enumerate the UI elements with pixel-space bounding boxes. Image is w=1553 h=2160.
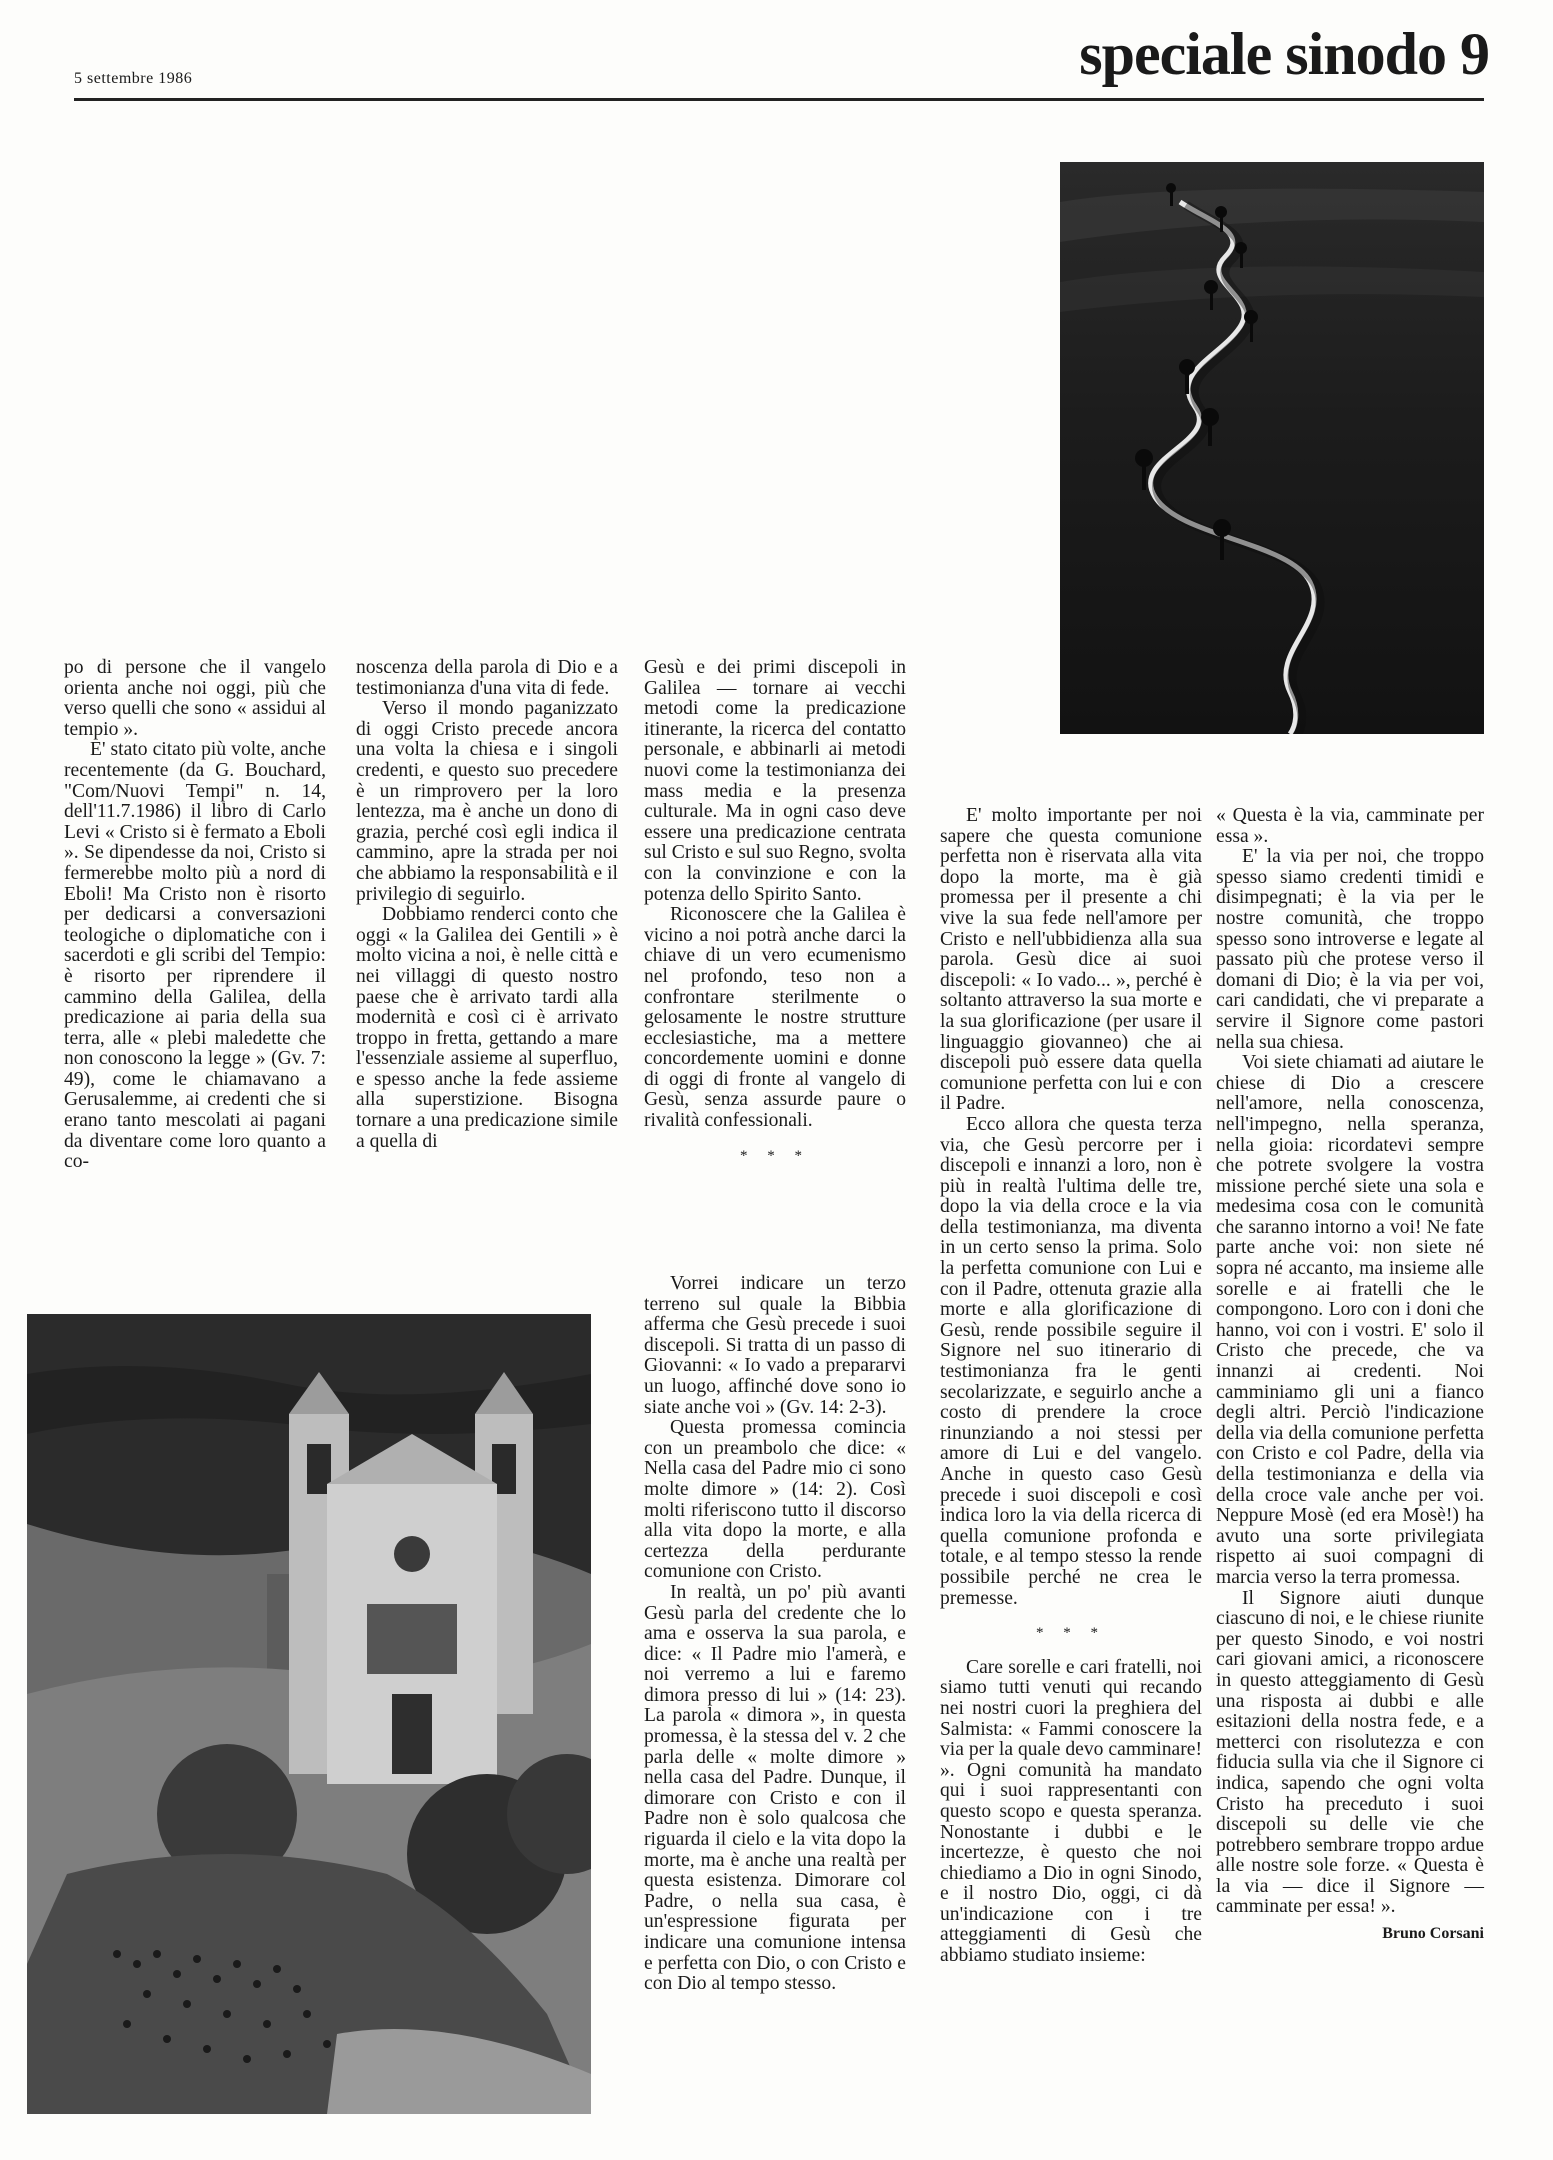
paragraph: In realtà, un po' più avanti Gesù parla del credente che lo ama e osserva la sua parola, e dice: « Il Padre mio l'amerà, e noi verremo a lui e faremo dimora presso di lui » (14: 23). La parola « dimora », in questa promessa, è la stessa del v. 2 che parla delle « molte dimore » nella casa del Padre. Dunque, il dimorare con Cristo e con il Padre non è solo qualcosa che riguarda il cielo e la vita dopo la morte, ma è anche una realtà per questa esistenza. Dimorare col Padre, o nella sua casa, è un'espressione figurata per indicare una comunione intensa e perfetta con Dio, o con Cristo e con Dio al tempo stesso. (644, 1581, 906, 1995)
paragraph: Il Signore aiuti dunque ciascuno di noi, e le chiese riunite per questo Sinodo, e voi nostri cari giovani amici, a riconoscere in questo atteggiamento di Gesù una risposta ai dubbi e alle esitazioni della nostra fede, e a metterci con risolutezza e con fiducia sulla via che il Signore ci indica, sapendo che ogni volta Cristo ha preceduto i suoi discepoli su delle vie che potrebbero sembrare troppo ardue alle nostre sole forze. « Questa è la via — dice il Signore — camminate per essa! ». (1216, 1587, 1484, 1918)
photo-winding-road (1060, 162, 1484, 734)
issue-date: 5 settembre 1986 (74, 70, 193, 87)
paragraph: Dobbiamo renderci conto che oggi « la Galilea dei Gentili » è molto vicina a noi, è nelle città e nei villaggi di questo nostro paese che è arrivato tardi alla modernità e così ci è arrivato troppo in fretta, gettando a mare l'essenziale assieme al superfluo, e spesso anche la fede assieme alla superstizione. Bisogna tornare a una predicazione simile a quella di (356, 904, 618, 1152)
paragraph: Gesù e dei primi discepoli in Galilea — tornare ai vecchi metodi come la predicazione itinerante, la ricerca del contatto personale, e abbinarli ai metodi nuovi come la testimonianza dei mass media e la presenza culturale. Ma in ogni caso deve essere una predicazione centrata sul Cristo e sul suo Regno, svolta con la convinzione e con la potenza dello Spirito Santo. (644, 657, 906, 905)
section-separator: * * * (1036, 1625, 1106, 1642)
section-title (1079, 21, 1489, 87)
text-column-1 (64, 658, 326, 1173)
paragraph: po di persone che il vangelo orienta anche noi oggi, più che verso quelli che sono « assidui al tempio ». (64, 657, 326, 740)
paragraph: Riconoscere che la Galilea è vicino a noi potrà anche darci la chiave di un vero ecumenismo nel profondo, teso non a confrontare sterilmente o gelosamente le nostre strutture ecclesiastiche, ma a mettere concordemente uomini e donne di oggi di fronte al vangelo di Gesù, senza assurde paure o rivalità confessionali. (644, 904, 906, 1132)
paragraph: Questa promessa comincia con un preambolo che dice: « Nella casa del Padre mio ci sono molte dimore » (14: 2). Così molti riferiscono tutto il discorso alla vita dopo la morte, e alla certezza della perdurante comunione con Cristo. (644, 1417, 906, 1583)
paragraph: « Questa è la via, camminate per essa ». (1216, 805, 1484, 847)
text-column-3-top (644, 658, 906, 1180)
section-separator: * * * (740, 1147, 810, 1164)
paragraph: Voi siete chiamati ad aiutare le chiese di Dio a crescere nell'amore, nella conoscenza, nell'impegno, nella speranza, nella gioia: ricordatevi sempre che potrete svolgere la vostra missione perché siete una sola e medesima cosa con le comunità che saranno intorno a voi! Ne fate parte anche voi: non siete né sopra né accanto, ma insieme alle sorelle e ai fratelli che le compongono. Loro con i doni che hanno, voi con i vostri. E' solo il Cristo che precede, che va innanzi ai credenti. Noi camminiamo gli uni a fianco degli altri. Perciò l'indicazione della via della comunione perfetta con Cristo e col Padre, della via della testimonianza e della via della croce vale anche per voi. Neppure Mosè (ed era Mosè!) ha avuto una sorte privilegiata rispetto ai suoi compagni di marcia verso la terra promessa. (1216, 1052, 1484, 1588)
text-column-4 (940, 806, 1202, 1967)
photo-church-crowd (27, 1314, 591, 2114)
text-column-5 (1216, 806, 1484, 1945)
paragraph: E' molto importante per noi sapere che questa comunione perfetta non è riservata alla vita dopo la morte, ma è già promessa per il presente a chi vive la sua fede nell'amore per Cristo e nell'ubbidienza alla sua parola. Gesù dice ai suoi discepoli: « Io vado... », perché è soltanto attraverso la sua morte e la sua glorificazione (per usare il linguaggio giovanneo) che ai discepoli può essere data quella comunione perfetta con lui e con il Padre. (940, 805, 1202, 1115)
paragraph: Verso il mondo paganizzato di oggi Cristo precede ancora una volta la chiesa e i singoli credenti, e questo suo precedere è un rimprovero per la loro lentezza, ma è anche un dono di grazia, perché così egli indica il cammino, apre la strada per noi che abbiamo la responsabilità e il privilegio di seguirlo. (356, 698, 618, 905)
page-number: 9 (1460, 21, 1489, 87)
section-title-text: speciale sinodo (1079, 21, 1446, 87)
text-column-3-bottom (644, 1274, 906, 1995)
paragraph: E' la via per noi, che troppo spesso siamo credenti timidi e disimpegnati; è la via per le nostre comunità, che troppo spesso sono introverse e legate al passato più che protese verso il domani di Dio; è la via per voi, cari candidati, che vi preparate a servire il Signore come pastori nella sua chiesa. (1216, 846, 1484, 1053)
paragraph: Vorrei indicare un terzo terreno sul quale la Bibbia afferma che Gesù precede i suoi discepoli. Si tratta di un passo di Giovanni: « Io vado a prepararvi un luogo, affinché dove sono io siate anche voi » (Gv. 14: 2-3). (644, 1273, 906, 1418)
paragraph: Ecco allora che questa terza via, che Gesù percorre per i discepoli e innanzi a loro, non è più in realtà l'ultima delle tre, dopo la via della croce e la via della testimonianza, ma diventa in un certo senso la prima. Solo la perfetta comunione con Lui e con il Padre, ottenuta grazie alla morte e alla glorificazione di Gesù, rende possibile seguire il Signore nel suo itinerario di testimonianza fra le genti secolarizzate, e seguirlo anche a costo di prendere la croce rinunziando a noi stessi per amore di Lui e del vangelo. Anche in questo caso Gesù precede i suoi discepoli e così indica loro la via della ricerca di quella comunione profonda e totale, e al tempo stesso la rende possibile perché ne crea le premesse. (940, 1113, 1202, 1609)
paragraph: Care sorelle e cari fratelli, noi siamo tutti venuti qui recando nei nostri cuori la preghiera del Salmista: « Fammi conoscere la via per la quale devo camminare! ». Ogni comunità ha mandato qui i suoi rappresentanti con questo scopo e questa speranza. Nonostante i dubbi e le incertezze, è questo che noi chiediamo a Dio in ogni Sinodo, e il nostro Dio, oggi, ci dà un'indicazione con i tre atteggiamenti di Gesù che abbiamo studiato insieme: (940, 1656, 1202, 1967)
paragraph: E' stato citato più volte, anche recentemente (da G. Bouchard, "Com/Nuovi Tempi" n. 14, dell'11.7.1986) il libro di Carlo Levi « Cristo si è fermato a Eboli ». Se dipendesse da noi, Cristo si fermerebbe molto più a nord di Eboli! Ma Cristo non è risorto per dedicarsi a conversazioni teologiche o diplomatiche con i sacerdoti e gli scribi del Tempio: è risorto per riprendere il cammino della Galilea, della predicazione ai paria della sua terra, alle « plebi maledette che non conoscono la legge » (Gv. 7: 49), come le chiamavano a Gerusalemme, ai credenti che si erano tanto mescolati ai pagani da diventare come loro quanto a co- (64, 739, 326, 1173)
paragraph: noscenza della parola di Dio e a testimonianza d'una vita di fede. (356, 657, 618, 699)
author-signature: Bruno Corsani (1382, 1925, 1484, 1943)
text-column-2 (356, 658, 618, 1152)
header-rule (74, 98, 1484, 101)
